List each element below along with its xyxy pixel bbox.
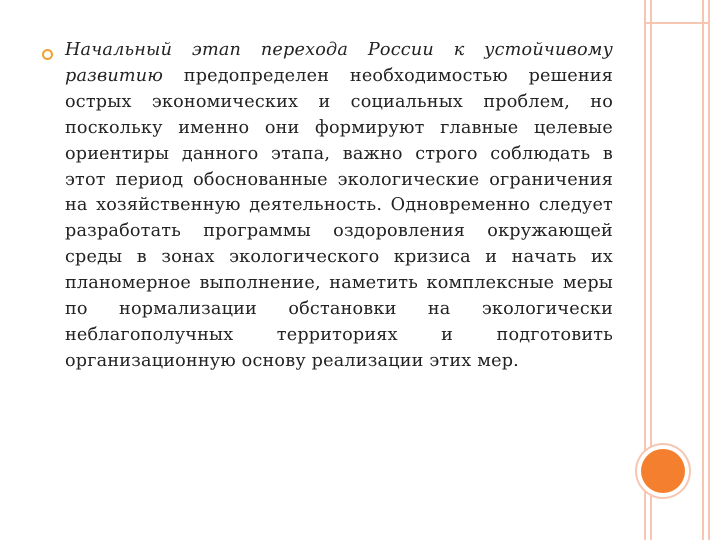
bullet-paragraph xyxy=(65,38,613,375)
orange-circle-decoration xyxy=(641,449,685,493)
frame-top-bar xyxy=(644,0,710,24)
frame-line xyxy=(702,0,704,540)
bullet-circle-icon xyxy=(42,49,53,60)
bullet-body: предопределен необходимостью решения острых экономических и социальных проблем, но поскольку именно они формируют главные целевые ориентиры данного этапа, важно строго соблюдать в этот период обоснованные экологические ограничения на хозяйственную деятельность. Одновременно следует разработать программы оздоровления окружающей среды в зонах экологического кризиса и начать их планомерное выполнение, наметить комплексные меры по нормализации обстановки на экологически неблагополучных территориях и подготовить организационную основу реализации этих мер. xyxy=(65,65,613,371)
frame-line xyxy=(708,0,710,540)
bullet-lead-italic: Начальный этап перехода России к устойчивому развитию xyxy=(65,40,613,86)
